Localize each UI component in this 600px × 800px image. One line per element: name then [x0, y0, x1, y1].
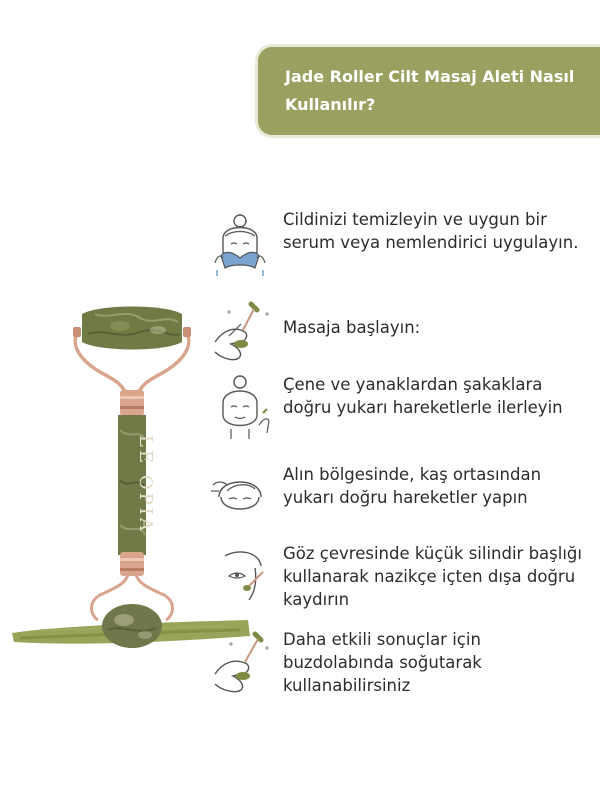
step-1-text: Cildinizi temizleyin ve uygun bir serum veya nemlendirici uygulayın. [283, 210, 579, 252]
large-roller-stone [82, 307, 182, 350]
hand-roller-cool-icon [205, 628, 275, 698]
title-banner [258, 47, 600, 135]
step-6-text: Daha etkili sonuçlar için buzdolabında soğutarak kullanabilirsiniz [283, 630, 482, 695]
face-cleansing-icon [205, 208, 275, 278]
roller-handle [118, 415, 156, 555]
step-5-text: Göz çevresinde küçük silindir başlığı kullanarak nazikçe içten dışa doğru kaydırın [283, 544, 582, 609]
eye-area-icon [205, 542, 275, 612]
small-roller-stone [102, 604, 162, 648]
step-2-text: Masaja başlayın: [283, 318, 421, 337]
hand-roller-icon [205, 300, 275, 370]
step-3-text: Çene ve yanaklardan şakaklara doğru yukarı hareketlerle ilerleyin [283, 375, 563, 417]
face-cheek-icon [205, 373, 275, 443]
engraving-text: LE OPIA [135, 435, 156, 534]
page-title: Jade Roller Cilt Masaj Aleti Nasıl Kullanılır? [285, 67, 575, 114]
forehead-icon [205, 463, 275, 533]
step-4-text: Alın bölgesinde, kaş ortasından yukarı doğru hareketler yapın [283, 465, 542, 507]
